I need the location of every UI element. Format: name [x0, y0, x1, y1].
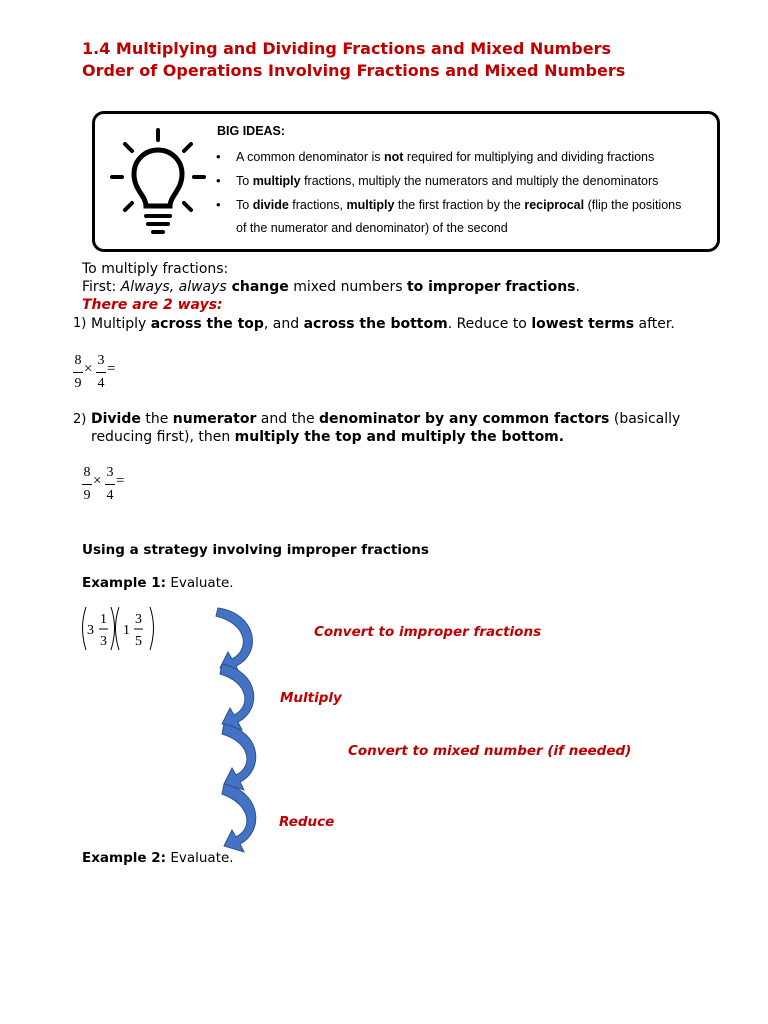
numerator-1: 1 [100, 612, 107, 627]
mixed-number-expression [78, 604, 158, 654]
curved-arrow-1 [216, 608, 252, 674]
big-idea-2 [236, 174, 658, 188]
first-rule [82, 278, 580, 296]
text: fractions, multiply the numerators and multiply the denominators [300, 174, 659, 188]
text: Evaluate. [166, 850, 234, 866]
method-2-number: 2) [73, 412, 87, 427]
text-bold: not [384, 150, 404, 164]
bullet-1: • [216, 149, 221, 164]
bullet-2: • [216, 173, 221, 188]
curved-arrow-2 [220, 664, 254, 730]
method-1-text [91, 315, 675, 333]
step-convert-improper: Convert to improper fractions [314, 624, 542, 640]
text-bold: reciprocal [524, 198, 585, 212]
text: A common denominator is [236, 150, 384, 164]
denominator-1: 3 [100, 634, 107, 649]
example-1-label [82, 574, 234, 592]
big-idea-3-line-2: of the numerator and denominator) of the second [236, 221, 508, 235]
curved-arrow-3 [222, 724, 256, 790]
numerator: 8 [83, 465, 91, 480]
text-bold: numerator [172, 411, 257, 427]
numerator-2: 3 [135, 612, 142, 627]
title-line-1: 1.4 Multiplying and Dividing Fractions and Mixed Numbers [82, 39, 612, 58]
text-bold: across the top [150, 316, 264, 332]
text-bold: Example 2: [82, 850, 167, 866]
text: the first fraction by the [394, 198, 525, 212]
bullet-3: • [216, 197, 221, 212]
whole-2: 1 [123, 623, 130, 638]
curved-arrow-4 [222, 784, 256, 852]
fraction-8-9 [73, 354, 83, 391]
whole-1: 3 [87, 623, 94, 638]
text: . Reduce to [447, 316, 532, 332]
denominator: 4 [97, 376, 105, 391]
text: Multiply [91, 316, 151, 332]
text: fractions, [288, 198, 347, 212]
equals-sign: = [116, 473, 125, 489]
step-multiply: Multiply [280, 690, 342, 706]
strategy-heading: Using a strategy involving improper fractions [82, 542, 429, 558]
big-idea-1 [236, 150, 654, 164]
two-ways-heading: There are 2 ways: [82, 297, 223, 313]
text: . [575, 279, 580, 295]
example-2-label [82, 849, 234, 867]
text: (flip the positions [584, 198, 682, 212]
text: the [140, 411, 173, 427]
method-1-number: 1) [73, 316, 87, 331]
text-bold: multiply [346, 198, 395, 212]
text: First: [82, 279, 121, 295]
denominator: 4 [106, 488, 114, 503]
method-2-text [91, 410, 680, 428]
fraction-bar [105, 484, 115, 485]
text: To [236, 174, 253, 188]
text-bold: to improper fractions [406, 279, 576, 295]
text-bold: Divide [91, 411, 141, 427]
times-sign: × [93, 473, 102, 489]
text-bold: multiply [252, 174, 301, 188]
text-bold: lowest terms [531, 316, 635, 332]
text: reducing first), then [91, 429, 235, 445]
text: To [236, 198, 253, 212]
lightbulb-icon [108, 126, 208, 238]
step-convert-mixed: Convert to mixed number (if needed) [348, 743, 632, 759]
text-bold: multiply the top and multiply the bottom. [234, 429, 565, 445]
fraction-bar [82, 484, 92, 485]
title-line-2: Order of Operations Involving Fractions and Mixed Numbers [82, 61, 626, 80]
big-ideas-heading: BIG IDEAS: [217, 124, 286, 138]
text-bold: divide [252, 198, 289, 212]
text: Evaluate. [166, 575, 234, 591]
text-bold: change [226, 279, 289, 295]
intro-line: To multiply fractions: [82, 261, 229, 277]
text-bold: across the bottom [303, 316, 448, 332]
fraction-bar [73, 372, 83, 373]
denominator-2: 5 [135, 634, 142, 649]
text: (basically [609, 411, 681, 427]
fraction-8-9 [82, 466, 92, 503]
numerator: 8 [74, 353, 82, 368]
denominator: 9 [74, 376, 82, 391]
text: , and [263, 316, 304, 332]
text: after. [634, 316, 675, 332]
text: required for multiplying and dividing fractions [403, 150, 655, 164]
step-reduce: Reduce [279, 814, 335, 830]
times-sign: × [84, 361, 93, 377]
equals-sign: = [107, 361, 116, 377]
fraction-3-4 [105, 466, 115, 503]
method-2-text-line-2 [91, 428, 564, 446]
denominator: 9 [83, 488, 91, 503]
big-idea-3 [236, 198, 681, 212]
text: and the [256, 411, 320, 427]
numerator: 3 [106, 465, 114, 480]
text-bold: Example 1: [82, 575, 167, 591]
fraction-3-4 [96, 354, 106, 391]
text-italic: Always, always [120, 279, 227, 295]
curved-arrows [210, 602, 270, 862]
numerator: 3 [97, 353, 105, 368]
fraction-bar [96, 372, 106, 373]
text: mixed numbers [288, 279, 407, 295]
text-bold: denominator by any common factors [319, 411, 610, 427]
